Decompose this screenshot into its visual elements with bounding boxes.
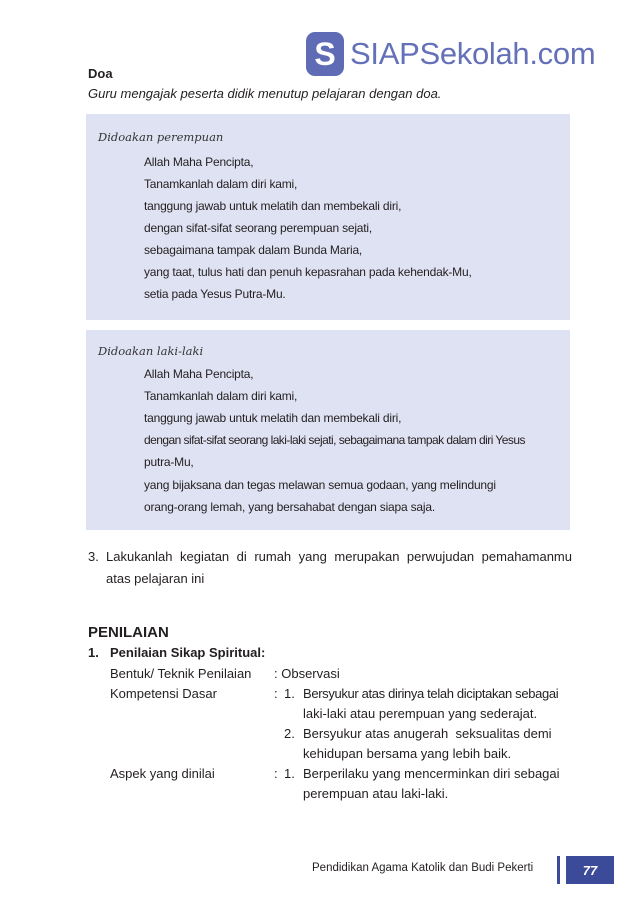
page-number: 77: [566, 856, 614, 884]
prayer-line: tanggung jawab untuk melatih dan membekali diri,: [144, 199, 402, 213]
prayer-line: yang bijaksana dan tegas melawan semua godaan, yang melindungi: [144, 478, 496, 492]
bentuk-label: Bentuk/ Teknik Penilaian: [110, 666, 252, 681]
prayer-line: dengan sifat-sifat seorang laki-laki sejati, sebagaimana tampak dalam diri Yesus: [144, 433, 525, 447]
aspek-colon: :: [274, 766, 278, 781]
prayer-line: Allah Maha Pencipta,: [144, 367, 254, 381]
aspek-item-text: Berperilaku yang mencerminkan diri sebagai: [303, 766, 560, 781]
bentuk-value: : Observasi: [274, 666, 340, 681]
doa-title: Doa: [88, 66, 113, 81]
kd-item-text: Bersyukur atas anugerah seksualitas demi: [303, 726, 552, 741]
list-number: 3.: [88, 549, 99, 564]
prayer-box-female: [86, 114, 570, 320]
doa-subtitle: Guru mengajak peserta didik menutup pelajaran dengan doa.: [88, 86, 442, 101]
kd-item-text: laki-laki atau perempuan yang sederajat.: [303, 706, 538, 721]
watermark-logo: [306, 30, 595, 78]
list-item-3: [88, 546, 572, 590]
list-text: Lakukanlah kegiatan di rumah yang merupakan perwujudan pemahamanmu atas pelajaran ini: [106, 549, 572, 586]
prayer-line: yang taat, tulus hati dan penuh kepasrahan pada kehendak-Mu,: [144, 265, 472, 279]
prayer-line: putra-Mu,: [144, 455, 194, 469]
aspek-label: Aspek yang dinilai: [110, 766, 215, 781]
prayer-line: sebagaimana tampak dalam Bunda Maria,: [144, 243, 363, 257]
prayer-line: Allah Maha Pencipta,: [144, 155, 254, 169]
kd-item-number: 1.: [284, 686, 295, 701]
prayer-line: Tanamkanlah dalam diri kami,: [144, 177, 298, 191]
subsection-title: Penilaian Sikap Spiritual:: [110, 645, 266, 660]
kd-item-number: 2.: [284, 726, 295, 741]
prayer-line: orang-orang lemah, yang bersahabat dengan siapa saja.: [144, 500, 435, 514]
kd-colon: :: [274, 686, 278, 701]
aspek-item-text: perempuan atau laki-laki.: [303, 786, 449, 801]
aspek-item-number: 1.: [284, 766, 295, 781]
prayer-line: setia pada Yesus Putra-Mu.: [144, 287, 286, 301]
section-title-penilaian: PENILAIAN: [88, 624, 169, 641]
prayer-line: dengan sifat-sifat seorang perempuan sejati,: [144, 221, 373, 235]
watermark-text: SIAPSekolah.com: [350, 36, 596, 71]
subsection-number: 1.: [88, 645, 99, 660]
prayer-female-label: Didoakan perempuan: [98, 130, 224, 144]
kd-item-text: Bersyukur atas dirinya telah diciptakan sebagai: [303, 686, 559, 701]
footer-divider: [557, 856, 560, 884]
watermark-badge: S: [306, 32, 344, 76]
prayer-line: Tanamkanlah dalam diri kami,: [144, 389, 298, 403]
prayer-line: tanggung jawab untuk melatih dan membekali diri,: [144, 411, 402, 425]
prayer-male-label: Didoakan laki-laki: [98, 344, 204, 358]
kd-label: Kompetensi Dasar: [110, 686, 217, 701]
prayer-box-male: [86, 330, 570, 530]
footer-book-title: Pendidikan Agama Katolik dan Budi Pekerti: [312, 862, 534, 874]
kd-item-text: kehidupan bersama yang lebih baik.: [303, 746, 512, 761]
